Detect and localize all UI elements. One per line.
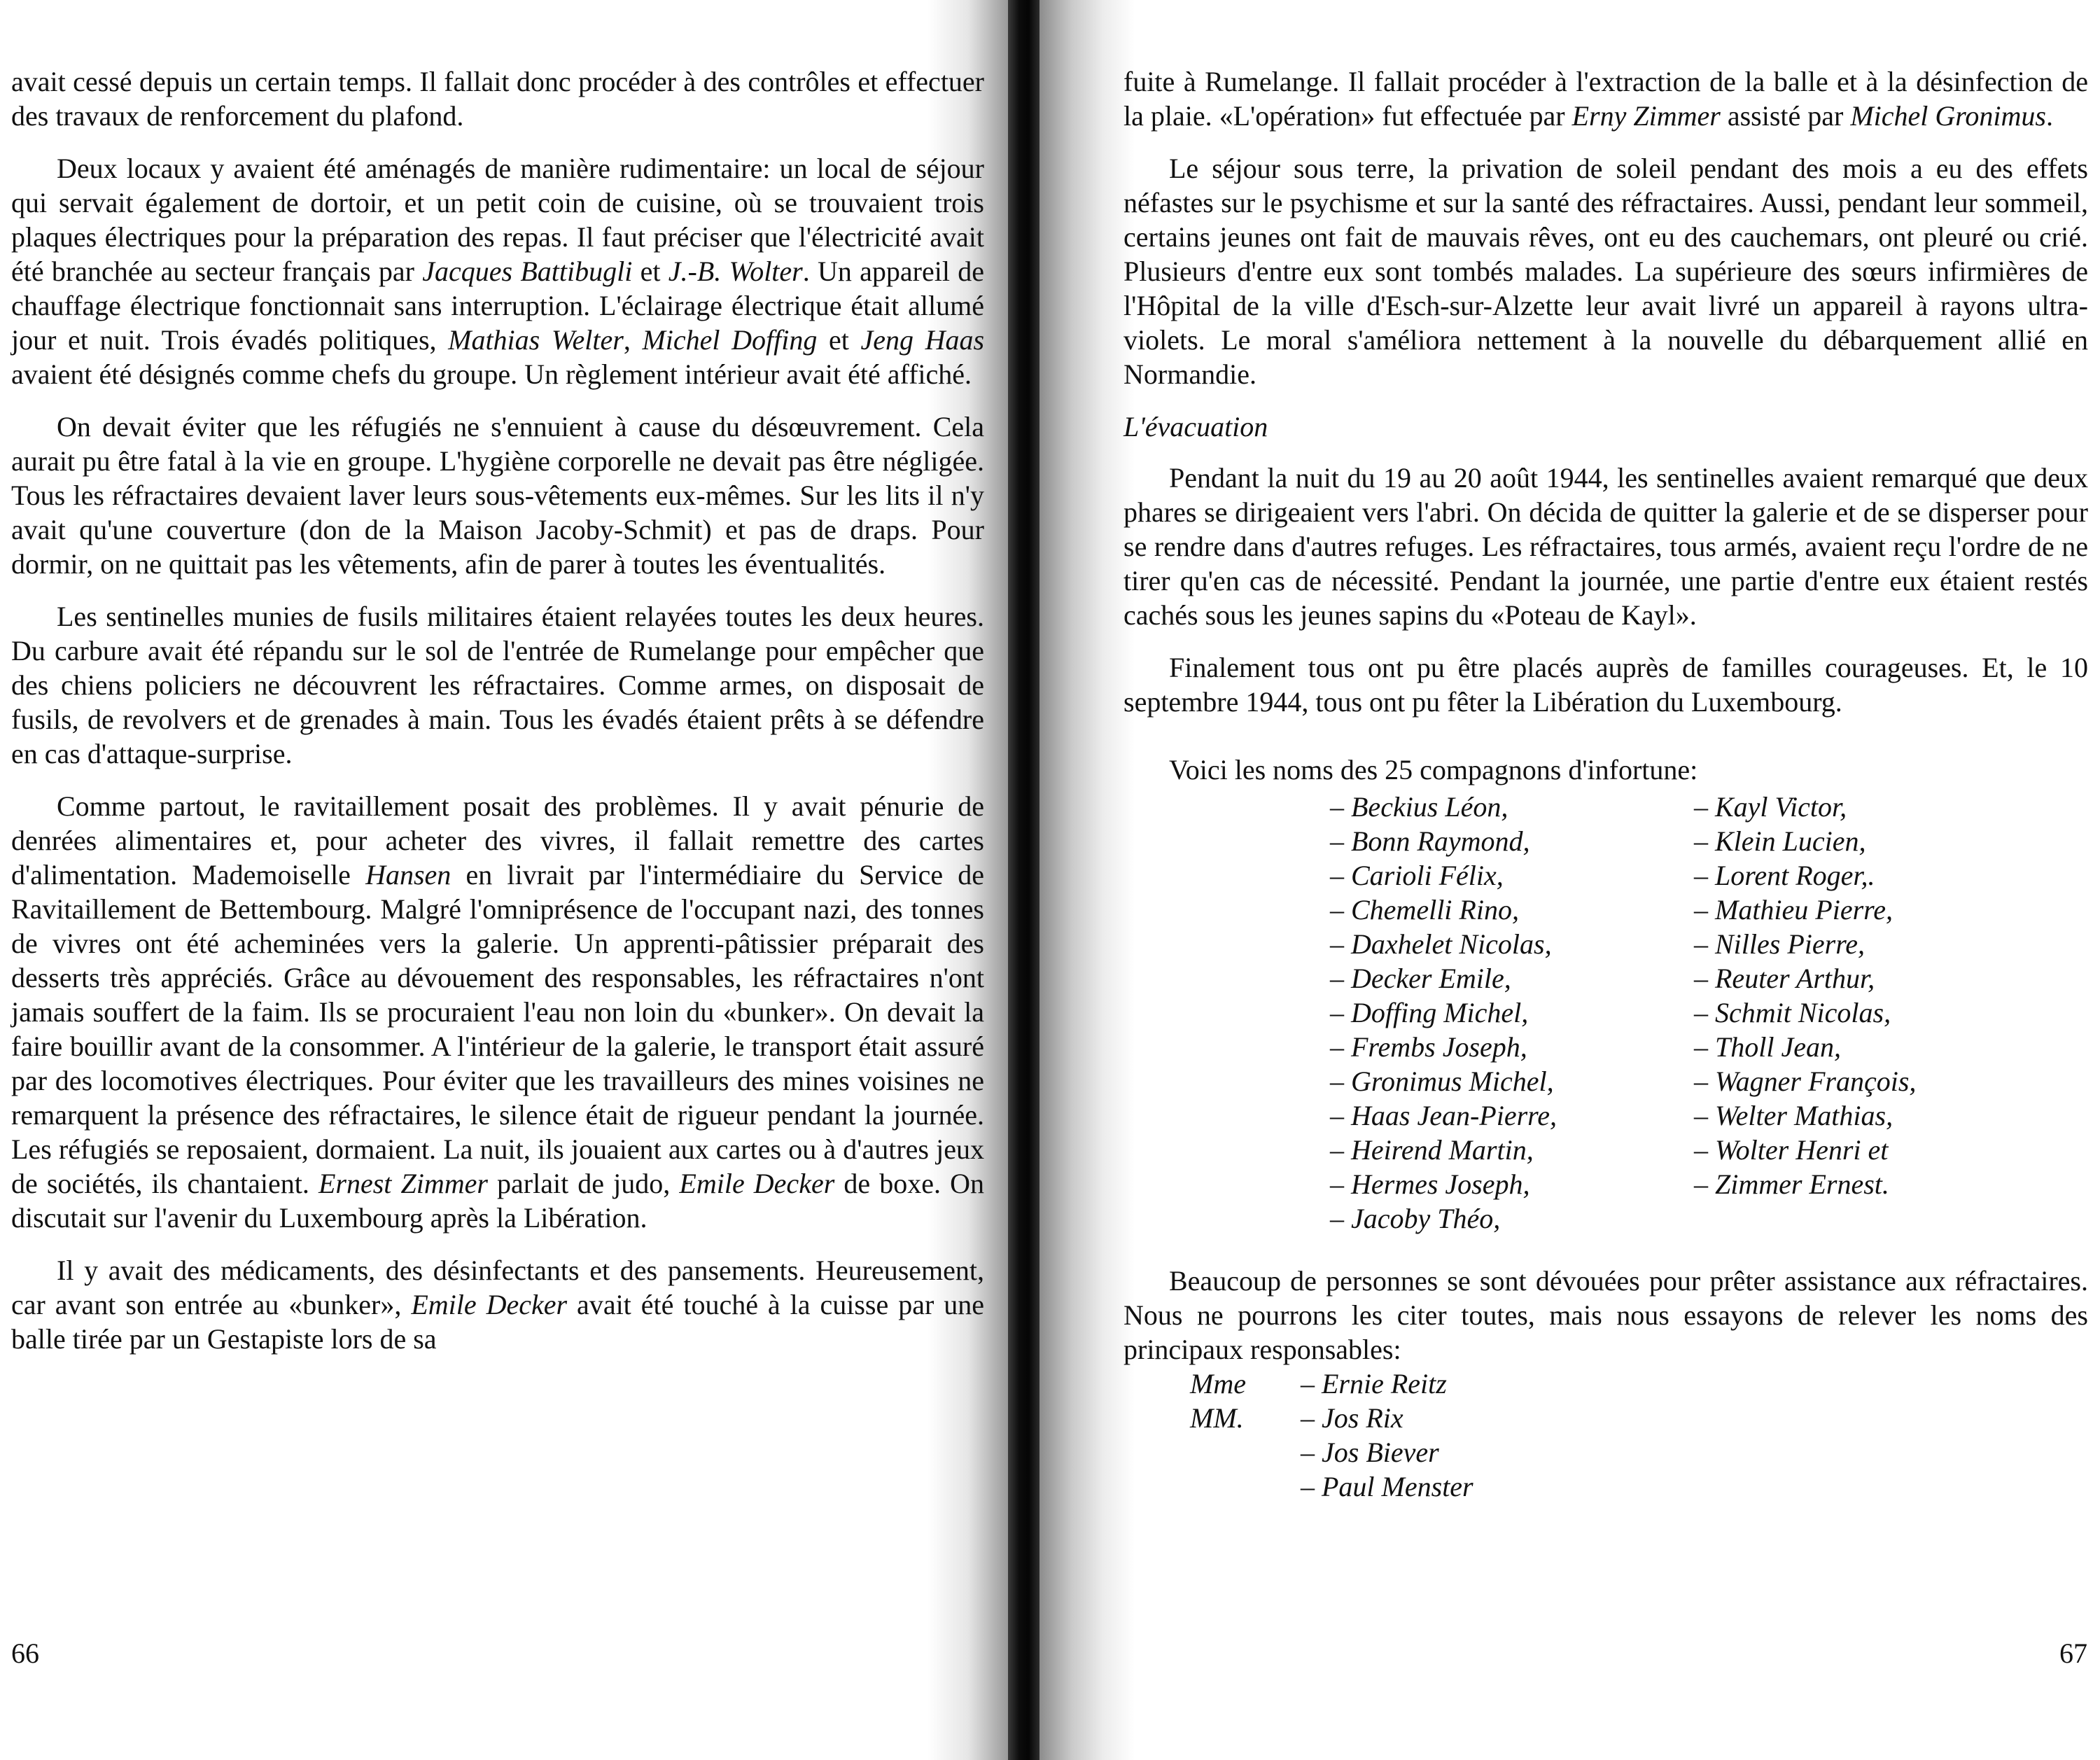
text-run: avait cessé depuis un certain temps. Il fallait donc procéder à des contrôles et effectuer des travaux de renforcement du plafond. [11,66,984,132]
companion-name: – Wolter Henri et [1694,1134,1889,1166]
text-run: et [817,324,861,356]
italic-name: Michel Doffing [642,324,818,356]
responsables-list [1190,1367,2088,1504]
companions-column-2 [1694,790,1916,1236]
text-run: Le séjour sous terre, la privation de soleil pendant des mois a eu des effets néfastes sur le psychisme et sur la santé des réfractaires. Aussi, pendant leur sommeil, certains jeunes ont fait de mauvais rêves, ont eu des cauchemars, ont pleuré ou crié. Plusieurs d'entre eux sont tombés malades. La supérieure des sœurs infirmières de l'Hôpital de la ville d'Esch-sur-Alzette leur avait livré un appareil à rayons ultra-violets. Le moral s'améliora nettement à la nouvelle du débarquement allié en Normandie. [1124,153,2088,390]
companion-name: – Klein Lucien, [1694,825,1866,857]
text-run: On devait éviter que les réfugiés ne s'ennuient à cause du désœuvrement. Cela aurait pu être fatal à la vie en groupe. L'hygiène corporelle ne devait pas être négligée. Tous les réfractaires devaient laver leurs sous-vêtements eux-mêmes. Sur les lits il n'y avait qu'une couverture (don de la Maison Jacoby-Schmit) et pas de draps. Pour dormir, on ne quittait pas les vêtements, afin de parer à toutes les éventualités. [11,411,984,580]
companion-name: – Lorent Roger,. [1694,860,1875,891]
paragraph [1124,753,2088,787]
paragraph [11,789,984,1235]
responsable-row [1190,1401,2088,1435]
companions-list [1124,790,2088,1236]
text-run: avaient été désignés comme chefs du groupe. Un règlement intérieur avait été affiché. [11,358,972,390]
responsable-title [1190,1469,1301,1504]
text-run: avait été touché à la cuisse par une balle tirée par un Gestapiste lors de sa [11,1289,984,1355]
companion-name: – Reuter Arthur, [1694,963,1875,994]
responsable-name: – Paul Menster [1301,1471,1474,1502]
left-page-body [11,64,984,1374]
responsable-row [1190,1469,2088,1504]
paragraph [1124,650,2088,719]
text-run: parlait de judo, [487,1168,680,1199]
companion-name: – Gronimus Michel, [1330,1066,1554,1097]
text-run: Pendant la nuit du 19 au 20 août 1944, les sentinelles avaient remarqué que deux phares se dirigeaient vers l'abri. On décida de quitter la galerie et de se disperser pour se rendre dans d'autres refuges. Les réfractaires, tous armés, avaient reçu l'ordre de ne tirer qu'en cas de nécessité. Pendant la journée, une partie d'entre eux étaient restés cachés sous les jeunes sapins du «Poteau de Kayl». [1124,462,2088,631]
paragraph [1124,151,2088,391]
section-heading: L'évacuation [1124,411,1268,442]
companion-name: – Bonn Raymond, [1330,825,1530,857]
text-run: de boxe. On discutait sur l'avenir du Luxembourg après la Libération. [11,1168,984,1234]
responsable-title: MM. [1190,1402,1244,1434]
left-page [0,0,1008,1760]
italic-name: Jeng Haas [860,324,985,356]
page-number-right: 67 [2059,1637,2087,1669]
companion-name: – Daxhelet Nicolas, [1330,928,1552,960]
paragraph [11,599,984,771]
text-run: Finalement tous ont pu être placés auprès de familles courageuses. Et, le 10 septembre 1944, tous ont pu fêter la Libération du Luxembourg. [1124,652,2088,718]
italic-name: Emile Decker [411,1289,568,1320]
companion-name: – Kayl Victor, [1694,791,1847,823]
text-run: en livrait par l'intermédiaire du Service de Ravitaillement de Bettembourg. Malgré l'omniprésence de l'occupant nazi, des tonnes de vivres ont été acheminées vers la galerie. Un apprenti-pâtissier préparait des desserts très appréciés. Grâce au dévouement des responsables, les réfractaires n'ont jamais souffert de la faim. Ils se procuraient l'eau non loin du «bunker». On devait la faire bouillir avant de la consommer. A l'intérieur de la galerie, le transport était assuré par des locomotives électriques. Pour éviter que les travailleurs des mines voisines ne remarquent la présence des réfractaires, le silence était de rigueur pendant la journée. Les réfugiés se reposaient, dormaient. La nuit, ils jouaient aux cartes ou à d'autres jeux de sociétés, ils chantaient. [11,859,985,1199]
page-number-left: 66 [11,1637,39,1669]
companion-name: – Tholl Jean, [1694,1031,1841,1063]
paragraph [11,410,984,581]
text-run: . Un appareil de chauffage électrique fonctionnait sans interruption. L'éclairage électrique était allumé jour et nuit. Trois évadés politiques, [11,256,985,356]
text-run: Beaucoup de personnes se sont dévouées pour prêter assistance aux réfractaires. Nous ne pourrons les citer toutes, mais nous essayons de relever les noms des principaux responsables: [1124,1265,2088,1365]
companion-name: – Heirend Martin, [1330,1134,1534,1166]
paragraph [11,151,984,391]
paragraph [1124,1264,2088,1367]
italic-name: Michel Gronimus [1850,100,2046,132]
text-run: Les sentinelles munies de fusils militaires étaient relayées toutes les deux heures. Du carbure avait été répandu sur le sol de l'entrée de Rumelange pour empêcher que des chiens policiers ne découvrent les réfractaires. Comme armes, on disposait de fusils, de revolvers et de grenades à main. Tous les évadés étaient prêts à se défendre en cas d'attaque-surprise. [11,601,984,769]
italic-name: Jacques Battibugli [422,256,633,287]
text-run: Voici les noms des 25 compagnons d'infortune: [1169,754,1698,785]
book-gutter [1008,0,1040,1760]
companion-name: – Jacoby Théo, [1330,1203,1501,1234]
companion-name: – Chemelli Rino, [1330,894,1519,926]
text-run: Comme partout, le ravitaillement posait des problèmes. Il y avait pénurie de denrées alimentaires et, pour acheter des vivres, il fallait remettre des cartes d'alimentation. Mademoiselle [11,790,984,891]
companion-name: – Beckius Léon, [1330,791,1508,823]
text-run: . [2045,100,2053,132]
right-page-body [1124,64,2088,1504]
companion-name: – Doffing Michel, [1330,997,1529,1028]
companion-name: – Carioli Félix, [1330,860,1504,891]
responsable-row [1190,1367,2088,1401]
text-run: fuite à Rumelange. Il fallait procéder à l'extraction de la balle et à la désinfection de la plaie. «L'opération» fut effectuée par [1124,66,2088,132]
italic-name: Emile Decker [679,1168,835,1199]
paragraph [1124,461,2088,632]
text-run: assisté par [1720,100,1851,132]
text-run: , [623,324,643,356]
italic-name: J.-B. Wolter [668,256,803,287]
responsable-name: – Ernie Reitz [1301,1368,1447,1399]
companions-column-1 [1330,790,1694,1236]
companion-name: – Welter Mathias, [1694,1100,1893,1131]
companion-name: – Hermes Joseph, [1330,1168,1530,1200]
text-run: Deux locaux y avaient été aménagés de manière rudimentaire: un local de séjour qui servait également de dortoir, et un petit coin de cuisine, où se trouvaient trois plaques électriques pour la préparation des repas. Il faut préciser que l'électricité avait été branchée au secteur français par [11,153,984,287]
companion-name: – Schmit Nicolas, [1694,997,1891,1028]
companion-name: – Nilles Pierre, [1694,928,1865,960]
responsable-name: – Jos Biever [1301,1437,1439,1468]
responsable-name: – Jos Rix [1301,1402,1404,1434]
companion-name: – Frembs Joseph, [1330,1031,1527,1063]
companion-name: – Haas Jean-Pierre, [1330,1100,1557,1131]
italic-name: Erny Zimmer [1572,100,1721,132]
italic-name: Ernest Zimmer [318,1168,488,1199]
right-page [1040,0,2100,1760]
companion-name: – Decker Emile, [1330,963,1511,994]
text-run: et [632,256,668,287]
text-run: Il y avait des médicaments, des désinfectants et des pansements. Heureusement, car avant son entrée au «bunker», [11,1255,984,1320]
responsable-title [1190,1435,1301,1469]
paragraph [11,1253,984,1356]
paragraph [11,64,984,133]
paragraph [1124,64,2088,133]
responsable-row [1190,1435,2088,1469]
responsable-title: Mme [1190,1368,1246,1399]
companion-name: – Mathieu Pierre, [1694,894,1893,926]
italic-name: Hansen [365,859,451,891]
companion-name: – Wagner François, [1694,1066,1917,1097]
companion-name: – Zimmer Ernest. [1694,1168,1889,1200]
italic-name: Mathias Welter [448,324,624,356]
